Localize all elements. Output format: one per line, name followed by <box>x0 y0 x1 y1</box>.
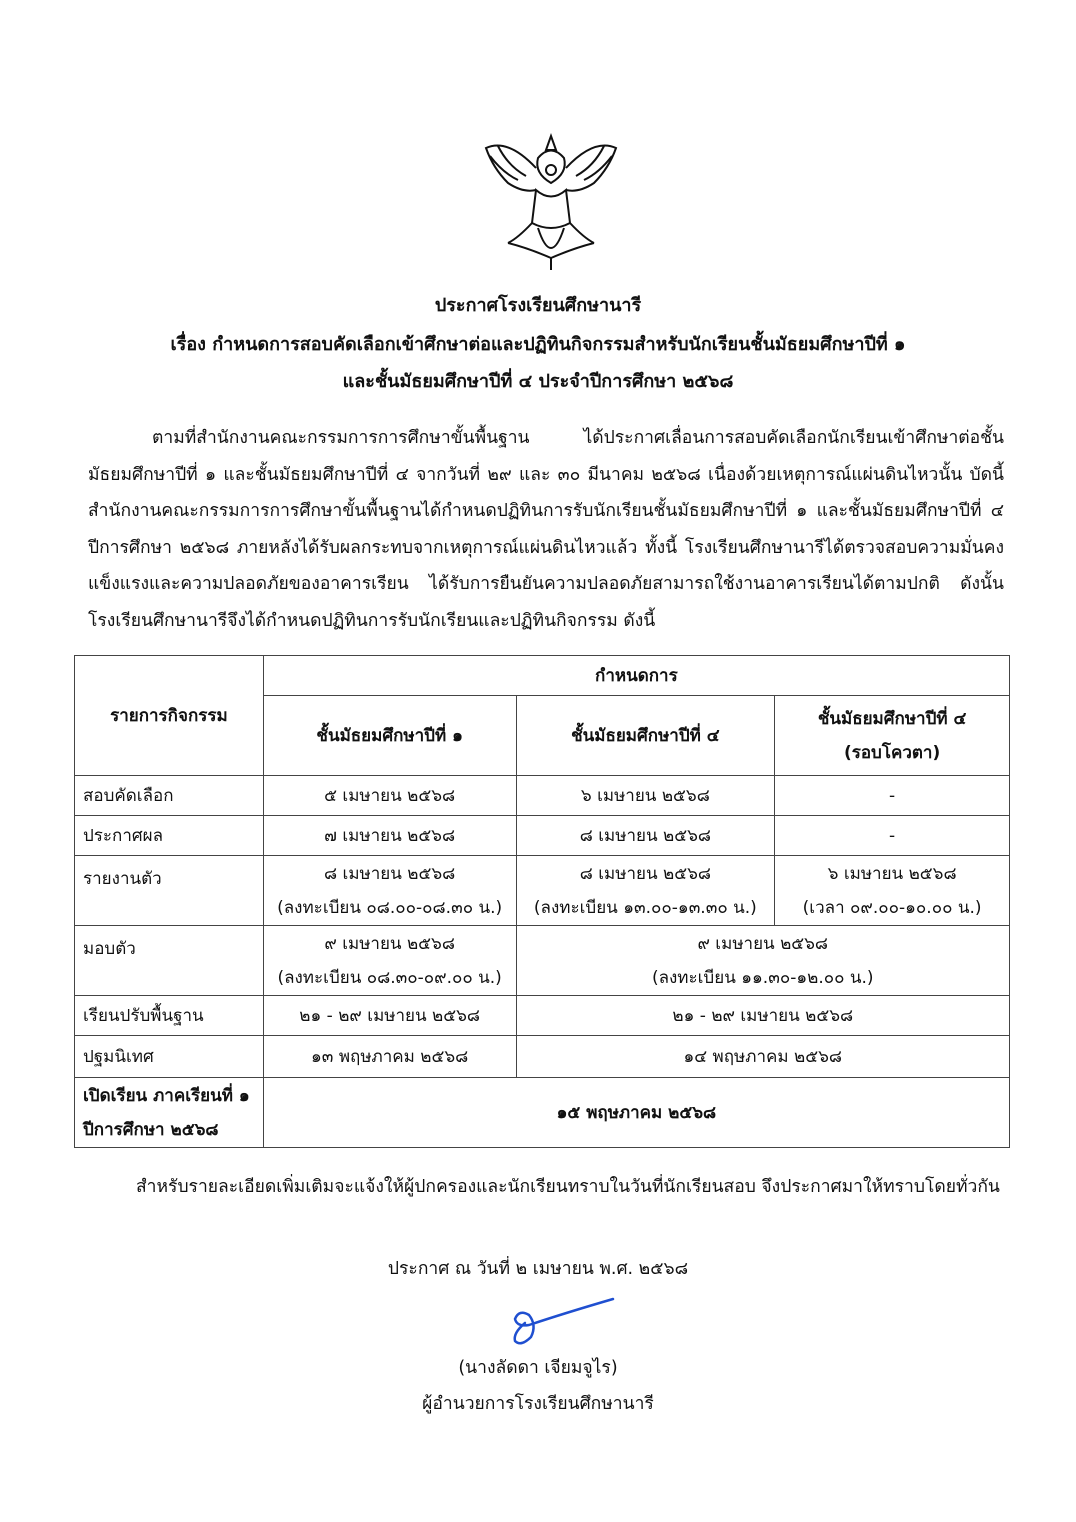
table-row <box>75 816 1010 856</box>
announcement-subject: เรื่อง กำหนดการสอบคัดเลือกเข้าศึกษาต่อและปฏิทินกิจกรรมสำหรับนักเรียนชั้นมัธยมศึกษาปีที่ ๑ <box>170 334 906 355</box>
announcement-heading: ประกาศโรงเรียนศึกษานารี <box>434 295 642 316</box>
cell-m1: ๕ เมษายน ๒๕๖๘ <box>263 776 516 816</box>
table-row <box>75 1036 1010 1078</box>
table-row <box>75 996 1010 1036</box>
signer-name: (นางลัดดา เจียมจูไร) <box>458 1358 618 1378</box>
cell-m4-quota: - <box>775 776 1010 816</box>
cell-m4: ๖ เมษายน ๒๕๖๘ <box>516 776 775 816</box>
cell-m4: ๘ เมษายน ๒๕๖๘ (ลงทะเบียน ๑๓.๐๐-๑๓.๓๐ น.) <box>516 856 775 926</box>
signature-icon <box>505 1295 617 1347</box>
cell-m4: ๒๑ - ๒๙ เมษายน ๒๕๖๘ <box>516 996 1010 1036</box>
cell-m4-quota: ๖ เมษายน ๒๕๖๘ (เวลา ๐๙.๐๐-๑๐.๐๐ น.) <box>775 856 1010 926</box>
body-paragraph: ตามที่สำนักงานคณะกรรมการการศึกษาขั้นพื้นฐาน ได้ประกาศเลื่อนการสอบคัดเลือกนักเรียนเข้าศึกษาต่อชั้นมัธยมศึกษาปีที่ ๑ และชั้นมัธยมศึกษาปีที่ ๔ จากวันที่ ๒๙ และ ๓๐ มีนาคม ๒๕๖๘ เนื่องด้วยเหตุการณ์แผ่นดินไหวนั้น บัดนี้ สำนักงานคณะกรรมการการศึกษาขั้นพื้นฐานได้กำหนดปฏิทินการรับนักเรียนชั้นมัธยมศึกษาปีที่ ๑ และชั้นมัธยมศึกษาปีที่ ๔ ปีการศึกษา ๒๕๖๘ ภายหลังได้รับผลกระทบจากเหตุการณ์แผ่นดินไหวแล้ว ทั้งนี้ โรงเรียนศึกษานารีได้ตรวจสอบความมั่นคงแข็งแรงและความปลอดภัยของอาคารเรียน ได้รับการยืนยันความปลอดภัยสามารถใช้งานอาคารเรียนได้ตามปกติ ดังนั้น โรงเรียนศึกษานารีจึงได้กำหนดปฏิทินการรับนักเรียนและปฏิทินกิจกรรม ดังนี้ <box>88 428 1004 631</box>
row-label: ประกาศผล <box>75 816 264 856</box>
cell-m1: ๑๓ พฤษภาคม ๒๕๖๘ <box>263 1036 516 1078</box>
cell-m1: ๙ เมษายน ๒๕๖๘ (ลงทะเบียน ๐๘.๓๐-๐๙.๐๐ น.) <box>263 926 516 996</box>
row-label: เปิดเรียน ภาคเรียนที่ ๑ ปีการศึกษา ๒๕๖๘ <box>75 1078 264 1148</box>
garuda-emblem-icon <box>478 128 624 273</box>
table-row <box>75 926 1010 996</box>
table-row <box>75 856 1010 926</box>
row-label: มอบตัว <box>75 926 264 996</box>
cell-m4: ๑๔ พฤษภาคม ๒๕๖๘ <box>516 1036 1010 1078</box>
signer-title: ผู้อำนวยการโรงเรียนศึกษานารี <box>422 1394 654 1414</box>
closing-text: สำหรับรายละเอียดเพิ่มเติมจะแจ้งให้ผู้ปกครองและนักเรียนทราบในวันที่นักเรียนสอบ จึงประกาศมาให้ทราบโดยทั่วกัน <box>136 1177 1000 1197</box>
cell-m1: ๘ เมษายน ๒๕๖๘ (ลงทะเบียน ๐๘.๐๐-๐๘.๓๐ น.) <box>263 856 516 926</box>
cell-m1: ๒๑ - ๒๙ เมษายน ๒๕๖๘ <box>263 996 516 1036</box>
announce-date: ประกาศ ณ วันที่ ๒ เมษายน พ.ศ. ๒๕๖๘ <box>387 1259 689 1279</box>
table-row <box>75 1078 1010 1148</box>
cell-m4: ๙ เมษายน ๒๕๖๘ (ลงทะเบียน ๑๑.๓๐-๑๒.๐๐ น.) <box>516 926 1010 996</box>
cell-m4-quota: - <box>775 816 1010 856</box>
cell-m4: ๘ เมษายน ๒๕๖๘ <box>516 816 775 856</box>
row-label: สอบคัดเลือก <box>75 776 264 816</box>
row-label: เรียนปรับพื้นฐาน <box>75 996 264 1036</box>
header-schedule: กำหนดการ <box>263 656 1009 696</box>
row-label: ปฐมนิเทศ <box>75 1036 264 1078</box>
header-m4: ชั้นมัธยมศึกษาปีที่ ๔ <box>516 696 775 776</box>
header-m1: ชั้นมัธยมศึกษาปีที่ ๑ <box>263 696 516 776</box>
header-activity: รายการกิจกรรม <box>75 656 264 776</box>
cell-open-date: ๑๕ พฤษภาคม ๒๕๖๘ <box>263 1078 1009 1148</box>
schedule-table <box>74 655 1010 1148</box>
header-m4-quota: ชั้นมัธยมศึกษาปีที่ ๔ (รอบโควตา) <box>775 696 1010 776</box>
table-row <box>75 776 1010 816</box>
cell-m1: ๗ เมษายน ๒๕๖๘ <box>263 816 516 856</box>
announcement-subject-cont: และชั้นมัธยมศึกษาปีที่ ๔ ประจำปีการศึกษา ๒๕๖๘ <box>342 371 734 392</box>
row-label: รายงานตัว <box>75 856 264 926</box>
